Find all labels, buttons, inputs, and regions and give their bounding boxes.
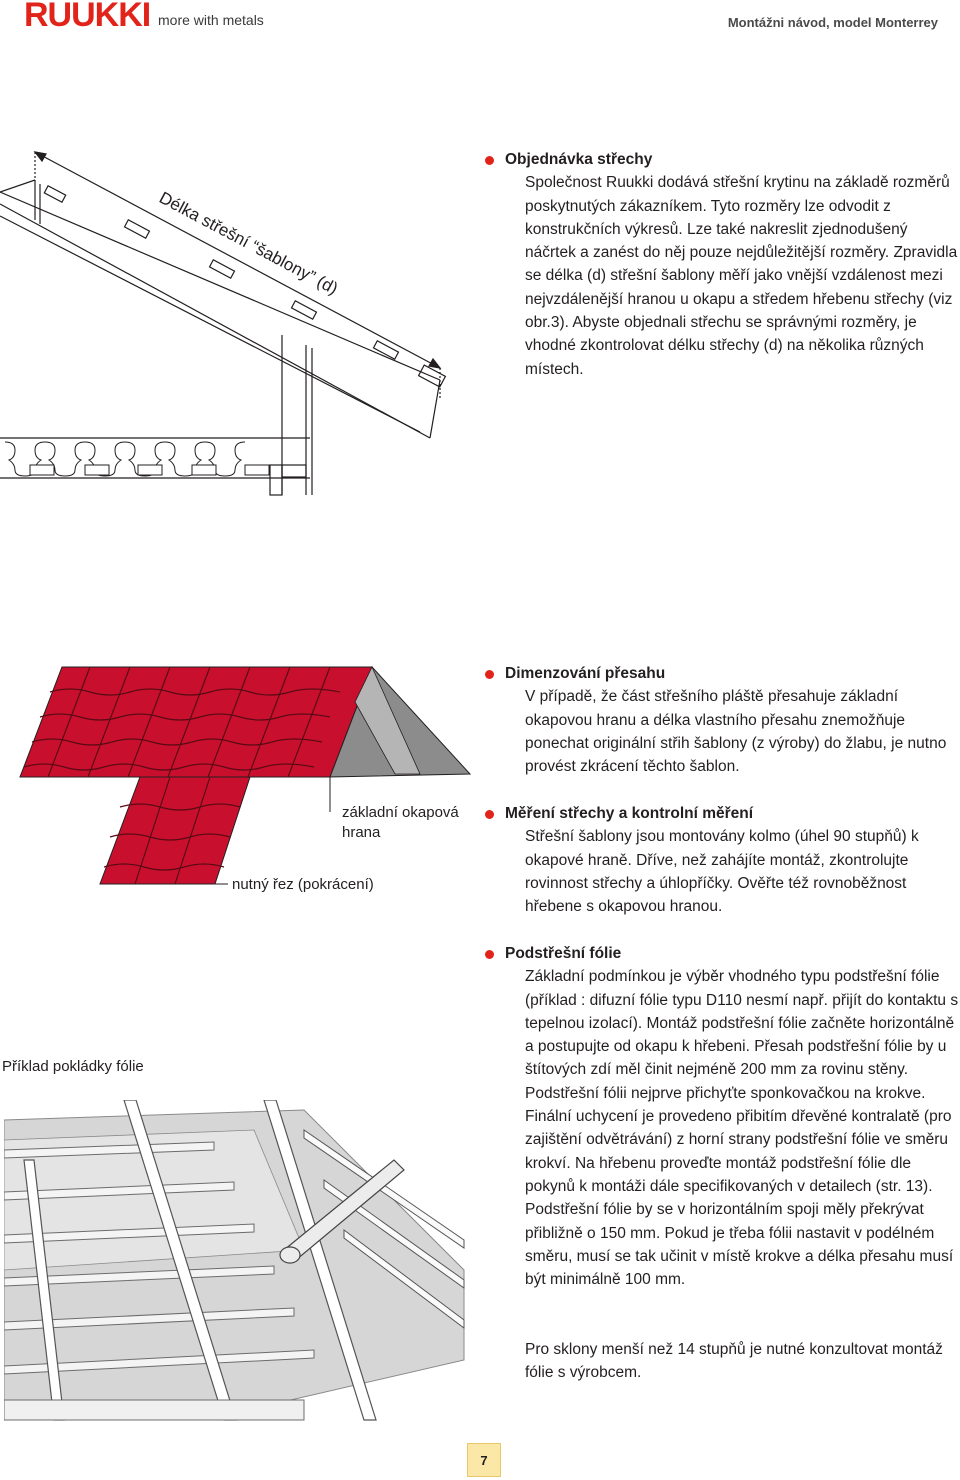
membrane-diagram [4, 1100, 474, 1430]
section-overhang [505, 662, 960, 778]
section-body: V případě, že část střešního pláště přesahuje základní okapovou hranu a délka vlastního přesahu znemožňuje ponechat originální střih šablony (z výroby) do žlabu, je nutno provést zkrácení těchto šablon. [525, 688, 947, 776]
document-title: Montážni návod, model Monterrey [727, 15, 938, 30]
section-body: Společnost Ruukki dodává střešní krytinu na základě rozměrů poskytnutých zákazníkem. Tyto rozměry lze odvodit z konstrukčních výkresů. Lze také nakreslit zjednodušený náčrtek a zanést do něj pouze nejdůležitější rozměry. Zpravidla se délka (d) střešní šablony měří jako vnější vzdálenost mezi nejvzdálenější hranou u okapu a středem hřebenu střechy (viz obr.3). Abyste objednali střechu se správnými rozměry, je vhodné zkontrolovat délku střechy (d) na několika různých místech. [525, 174, 958, 378]
section-measurement [505, 802, 960, 918]
section-heading: Měření střechy a kontrolní měření [505, 802, 960, 825]
section-heading: Objednávka střechy [505, 148, 960, 171]
rafter-length-label: Délka střešní “šablony” (d) [156, 188, 342, 299]
slope-note: Pro sklony menší než 14 stupňů je nutné konzultovat montáž fólie s výrobcem. [525, 1341, 943, 1382]
section-body: Základní podmínkou je výběr vhodného typu podstřešní fólie (příklad : difuzní fólie typu D110 nesmí např. přijít do kontaktu s tepelnou izolací). Montáž podstřešní fólie začněte horizontálně a postupujte od okapu k hřebeni. Přesah podstřešní fólie by u štítových zdí měl činit nejméně 200 mm za rovinu stěny. Podstřešní fólii nejprve přichyťte sponkovačkou na krokve. Finální uchycení je provedeno přibitím dřevěné kontralatě (pro zajištění odvětrávání) z horní strany podstřešní fólie ve směru krokví. Na hřebenu proveďte montáž podstřešní fólie dle pokynů k montáži dále specifikovaných v detailech (str. 13). Podstřešní fólie by se v horizontálním spoji měly překrývat přibližně o 150 mm. Pokud je třeba fólii nastavit v podélném směru, musí se tak učinit v místě krokve a délka přesahu musí být minimálně 100 mm. [525, 968, 959, 1289]
roof-section-diagram [0, 140, 500, 500]
brand-logo: RUUKKI [24, 0, 151, 34]
membrane-caption: Příklad pokládky fólie [2, 1058, 144, 1075]
section-membrane [505, 942, 960, 1291]
section-heading: Podstřešní fólie [505, 942, 960, 965]
cut-label: nutný řez (pokrácení) [232, 876, 374, 893]
eave-edge-label: základní okapová hrana [342, 804, 459, 841]
section-heading: Dimenzování přesahu [505, 662, 960, 685]
section-body: Střešní šablony jsou montovány kolmo (úhel 90 stupňů) k okapové hraně. Dříve, než zahájíte montáž, zkontrolujte rovinnost střechy a úhlopříčky. Ověřte též rovnoběžnost hřebene s okapovou hranou. [525, 828, 919, 916]
brand-tagline: more with metals [158, 12, 264, 28]
overhang-diagram [0, 662, 480, 902]
section-roof-order [505, 148, 960, 381]
page-number: 7 [467, 1443, 501, 1477]
